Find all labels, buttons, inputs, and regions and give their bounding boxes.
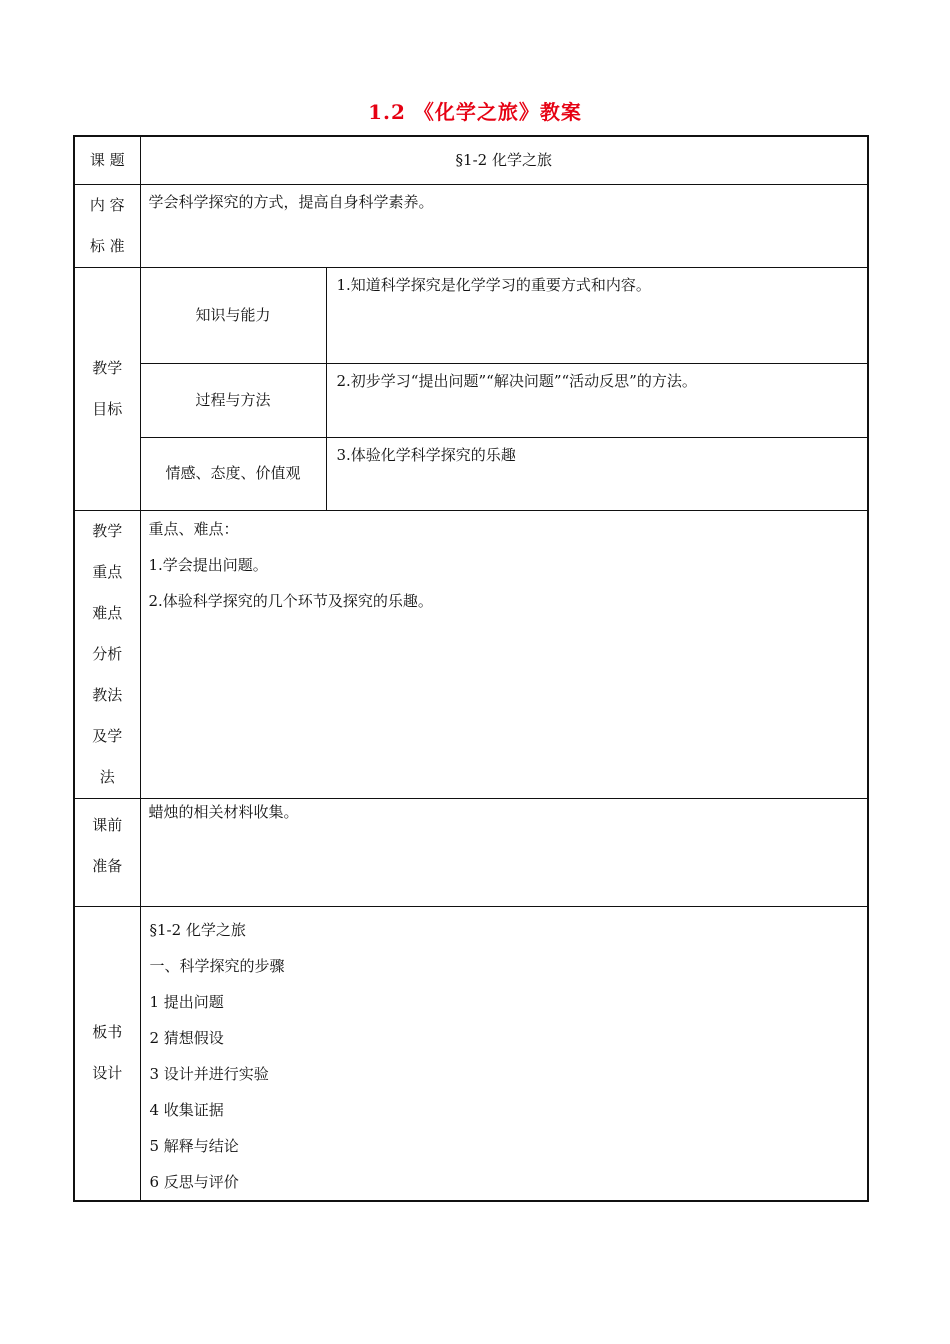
row-board <box>74 906 868 1201</box>
topic-label: 课 题 <box>74 136 140 184</box>
standard-value: 学会科学探究的方式，提高自身科学素养。 <box>140 184 868 267</box>
board-content: §1-2 化学之旅 一、科学探究的步骤 1 提出问题 2 猜想假设 3 设计并进行实验 4 收集证据 5 解释与结论 6 反思与评价 <box>140 906 868 1201</box>
goals-label: 教学 目标 <box>74 267 140 510</box>
row-goal-2 <box>74 363 868 437</box>
prep-label: 课前 准备 <box>74 798 140 906</box>
key-points-label: 教学 重点 难点 分析 教法 及学 法 <box>74 510 140 798</box>
row-goal-3 <box>74 437 868 510</box>
row-key-points <box>74 510 868 798</box>
goal-category-3: 情感、态度、价值观 <box>140 437 326 510</box>
lesson-plan-table <box>73 135 869 1202</box>
page-title: 1.2 《化学之旅》教案 <box>368 100 582 124</box>
topic-value: §1-2 化学之旅 <box>140 136 868 184</box>
key-points-content: 重点、难点： 1.学会提出问题。 2.体验科学探究的几个环节及探究的乐趣。 <box>140 510 868 798</box>
goal-text-3: 3.体验化学科学探究的乐趣 <box>326 437 868 510</box>
standard-label: 内 容 标 准 <box>74 184 140 267</box>
row-standard <box>74 184 868 267</box>
goal-text-1: 1.知道科学探究是化学学习的重要方式和内容。 <box>326 267 868 363</box>
row-topic <box>74 136 868 184</box>
goal-category-1: 知识与能力 <box>140 267 326 363</box>
row-prep <box>74 798 868 906</box>
board-label: 板书 设计 <box>74 906 140 1201</box>
row-goal-1 <box>74 267 868 363</box>
goal-text-2: 2.初步学习“提出问题”“解决问题”“活动反思”的方法。 <box>326 363 868 437</box>
goal-category-2: 过程与方法 <box>140 363 326 437</box>
prep-content: 蜡烛的相关材料收集。 <box>140 798 868 906</box>
